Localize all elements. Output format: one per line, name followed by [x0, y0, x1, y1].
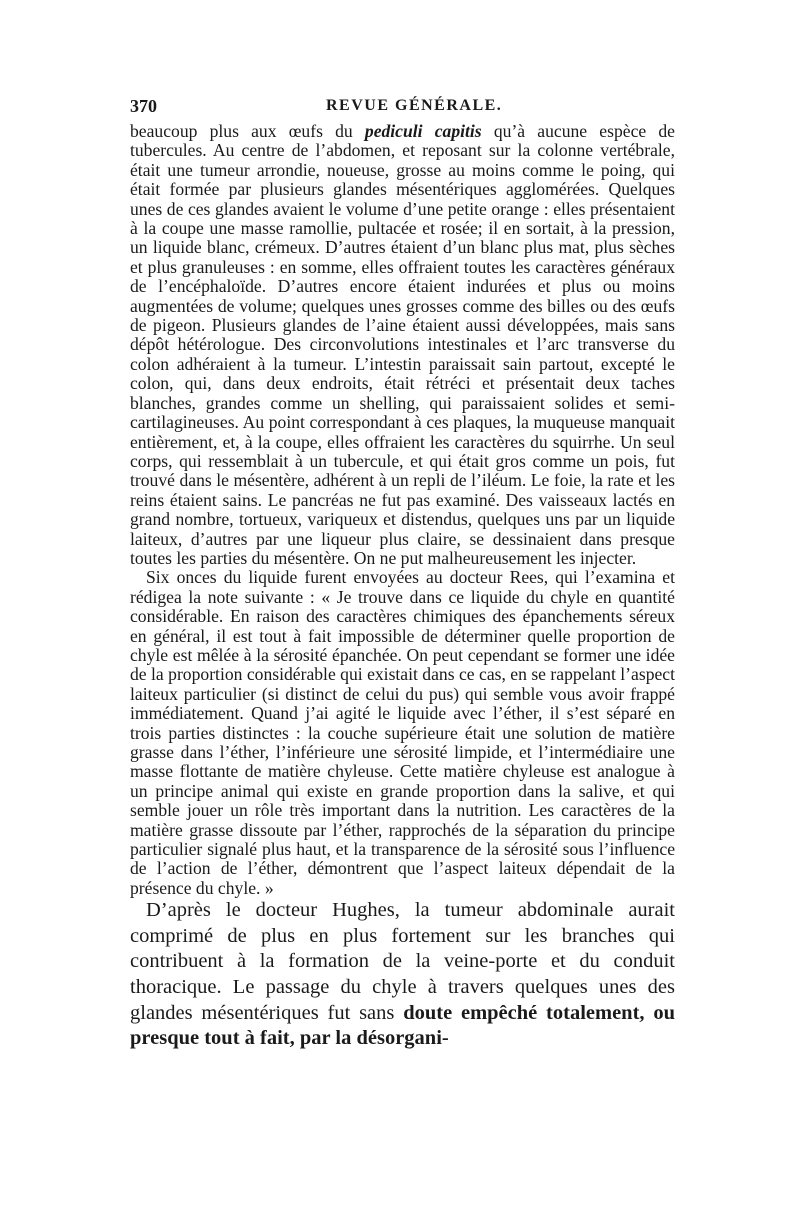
paragraph-1-text-b: qu’à aucune espèce de tubercules. Au centre de l’abdomen, et reposant sur la colonne vertébrale, était une tumeur arrondie, noueuse, grosse au moins comme le poing, qui était formée par plusieurs glandes mésentériques agglomérées. Quelques unes de ces glandes avaient le volume d’une petite orange : elles présentaient à la coupe une masse ramollie, pultacée et rosée; il en sortait, à la pression, un liquide blanc, crémeux. D’autres étaient d’un blanc plus mat, plus sèches et plus granuleuses : en somme, elles offraient toutes les caractères généraux de l’encéphaloïde. D’autres encore étaient indurées et plus ou moins augmentées de volume; quelques unes grosses comme des billes ou des œufs de pigeon. Plusieurs glandes de l’aine étaient aussi développées, mais sans dépôt hétérologue. Des circonvolutions intestinales et l’arc transverse du colon adhéraient à la tumeur. L’intestin paraissait sain partout, excepté le colon, qui, dans deux endroits, était rétréci et présentait deux taches blanches, grandes comme un shelling, qui paraissaient solides et semi-cartilagineuses. Au point correspondant à ces plaques, la muqueuse manquait entièrement, et, à la coupe, elles offraient les caractères du squirrhe. Un seul corps, qui ressemblait à un tubercule, et qui était gros comme un pois, fut trouvé dans le mésentère, adhérent à un repli de l’iléum. Le foie, la rate et les reins étaient sains. Le pancréas ne fut pas examiné. Des vaisseaux lactés en grand nombre, tortueux, variqueux et distendus, quelques uns par un liquide laiteux, d’autres par une liqueur plus claire, se dessinaient dans presque toutes les parties du mésentère. On ne put malheureusement les injecter. [130, 121, 675, 568]
latin-term: pediculi capitis [364, 121, 482, 141]
document-page [130, 96, 675, 1052]
paragraph-2-quotation: Six onces du liquide furent envoyées au docteur Rees, qui l’examina et rédigea la note suivante : « Je trouve dans ce liquide du chyle en quantité considérable. En raison des caractères chimiques des épanchements séreux en général, il est tout à fait impossible de déterminer quelle proportion de chyle est mêlée à la sérosité épanchée. On peut cependant se former une idée de la proportion considérable qui existait dans ce cas, en se rappelant l’aspect laiteux particulier (si distinct de celui du pus) qui semble vous avoir frappé immédiatement. Quand j’ai agité le liquide avec l’éther, il s’est séparé en trois parties distinctes : la couche supérieure était une solution de matière grasse dans l’éther, l’inférieure une sérosité limpide, et l’intermédiaire une masse flottante de matière chyleuse. Cette matière chyleuse est analogue à un principe animal qui existe en grande proportion dans la salive, et qui semble jouer un rôle très important dans la nutrition. Les caractères de la matière grasse dissoute par l’éther, rapprochés de la séparation du principe particulier signalé plus haut, et la transparence de la sérosité sous l’influence de l’action de l’éther, démontrent que l’aspect laiteux dépendait de la présence du chyle. » [130, 567, 675, 898]
paragraph-1 [130, 122, 675, 568]
body-text [130, 122, 675, 1052]
running-title: REVUE GÉNÉRALE. [326, 97, 503, 114]
page-number: 370 [130, 96, 157, 116]
paragraph-3-text: D’après le docteur Hughes, la tumeur abdominale aurait comprimé de plus en plus fortement sur les branches qui contribuent à la formation de la veine-porte et du conduit thoracique. Le passage du chyle à travers quelques unes des glandes mésentériques fut sans [130, 899, 675, 1024]
paragraph-3-last-line: doute empêché totalement, ou presque tout à fait, par la désorgani- [130, 1001, 675, 1050]
running-header [130, 96, 675, 122]
paragraph-3 [130, 898, 675, 1052]
paragraph-1-text-a: beaucoup plus aux œufs du [130, 121, 365, 141]
